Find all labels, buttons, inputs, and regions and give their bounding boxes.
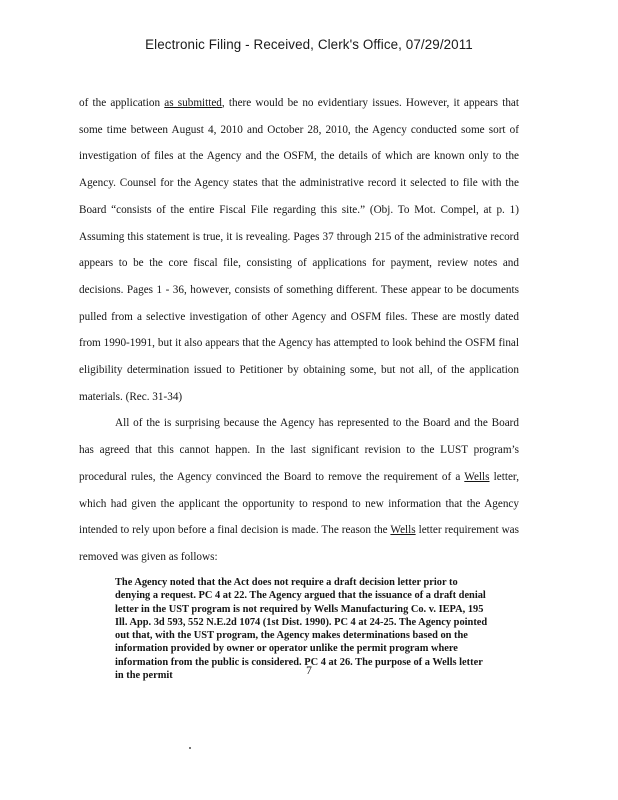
paragraph1-underlined-as-submitted: as submitted (164, 97, 222, 109)
paragraph1-part1: of the application (79, 97, 165, 109)
document-body (79, 90, 519, 571)
paragraph-surprising-representation (79, 410, 519, 570)
paragraph2-part1: All of the is surprising because the Agency has represented to the Board and the Board has agreed that this cannot happen. In the last significant revision to the LUST program’s procedural rules, the Agency convinced the Board to remove the requirement of a (79, 417, 519, 483)
paragraph2-underlined-wells-1: Wells (464, 470, 490, 483)
paragraph2-part3: letter requirement was removed was given as follows: (79, 524, 519, 563)
paragraph2-part2: letter, which had given the applicant the opportunity to respond to new information that the Agency intended to rely upon before a final decision is made. The reason the (79, 470, 519, 537)
paragraph-evidentiary-issues (79, 90, 519, 410)
paragraph1-part2: , there would be no evidentiary issues. However, it appears that some time between August 4, 2010 and October 28, 2010, the Agency conducted some sort of investigation of files at the Agency and the OSFM, the details of which are known only to the Agency. Counsel for the Agency states that the administrative record it selected to file with the Board “consists of the entire Fiscal File regarding this site.” (Obj. To Mot. Compel, at p. 1) Assuming this statement is true, it is revealing. Pages 37 through 215 of the administrative record appears to be the core fiscal file, consisting of applications for payment, review notes and decisions. Pages 1 - 36, however, consists of something different. These appear to be documents pulled from a selective investigation of other Agency and OSFM files. These are mostly dated from 1990-1991, but it also appears that the Agency has attempted to look behind the OSFM final eligibility determination issued to Petitioner by obtaining some, but not all, of the application materials. (Rec. 31-34) (79, 97, 519, 403)
electronic-filing-header: Electronic Filing - Received, Clerk's Office, 07/29/2011 (145, 37, 473, 52)
scan-speck (189, 747, 191, 749)
block-quote: The Agency noted that the Act does not require a draft decision letter prior to denying a request. PC 4 at 22. The Agency argued that the issuance of a draft denial letter in the UST program is not required by Wells Manufacturing Co. v. IEPA, 195 Ill. App. 3d 593, 552 N.E.2d 1074 (1st Dist. 1990). PC 4 at 24-25. The Agency pointed out that, with the UST program, the Agency makes determinations based on the information provided by owner or operator unlike the permit program where information from the public is considered. PC 4 at 26. The purpose of a Wells letter in the permit (115, 577, 488, 682)
page-number: 7 (306, 665, 312, 677)
paragraph2-underlined-wells-2: Wells (390, 524, 416, 537)
